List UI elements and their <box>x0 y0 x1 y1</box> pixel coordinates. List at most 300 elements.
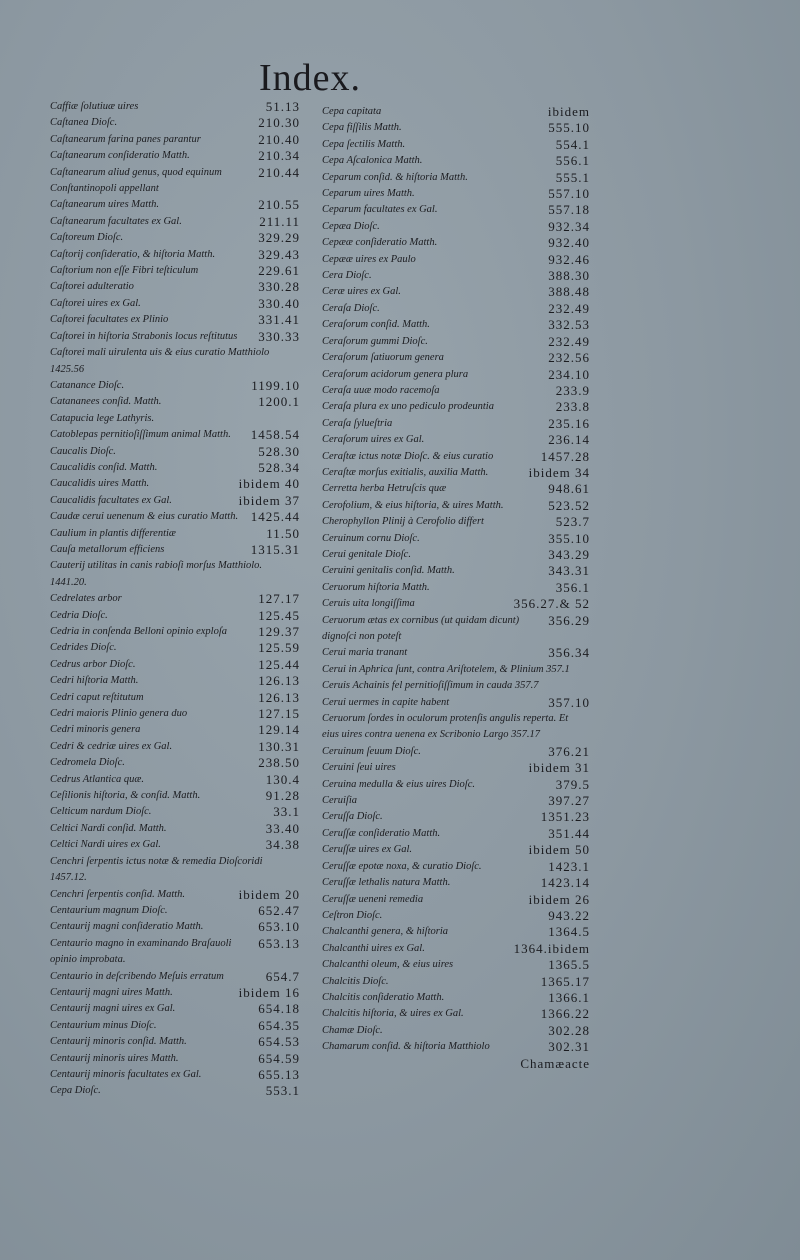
index-entry <box>322 1056 590 1072</box>
index-entry <box>50 230 300 246</box>
entry-term: Ceruſſæ ueneni remedia <box>322 893 424 905</box>
index-entry <box>50 1051 300 1067</box>
index-entry <box>322 744 590 760</box>
entry-page-ref: 356.34 <box>548 645 590 661</box>
entry-page-ref: 1364.ibidem <box>513 940 590 956</box>
index-entry <box>50 148 300 164</box>
index-entry <box>50 296 300 312</box>
entry-term: Cherophyllon Plinij à Cerofolio differt <box>322 516 484 528</box>
entry-term: Catapucia lege Lathyris. <box>50 412 155 424</box>
entry-page-ref: 210.55 <box>258 197 300 213</box>
entry-term: Ceparum facultates ex Gal. <box>322 204 438 216</box>
entry-page-ref: ibidem 31 <box>528 760 590 776</box>
entry-page-ref: 331.41 <box>258 312 300 328</box>
entry-page-ref: 235.16 <box>548 415 590 431</box>
index-entry <box>50 263 300 279</box>
entry-term: Celticum nardum Dioſc. <box>50 806 152 818</box>
index-entry <box>50 804 300 820</box>
entry-term: Centaurium minus Dioſc. <box>50 1019 157 1031</box>
index-entry <box>50 657 300 673</box>
entry-page-ref: 343.31 <box>548 563 590 579</box>
index-entry <box>322 252 590 268</box>
entry-page-ref: 34.38 <box>265 837 300 853</box>
entry-term: Caudæ cerui uenenum & eius curatio Matth. <box>50 511 239 523</box>
entry-term: Catoblepas pernitioſiſſimum animal Matth. <box>50 429 231 441</box>
entry-term: Ceruſſæ lethalis natura Matth. <box>322 877 451 889</box>
index-entry <box>322 793 590 809</box>
entry-page-ref: 654.53 <box>258 1034 300 1050</box>
entry-term: Ceruſſæ uires ex Gal. <box>322 844 413 856</box>
entry-page-ref: ibidem 16 <box>238 984 300 1000</box>
index-entry <box>50 591 300 607</box>
entry-page-ref: 528.34 <box>258 459 300 475</box>
entry-page-ref: 1199.10 <box>251 377 300 393</box>
entry-page-ref: 655.13 <box>258 1066 300 1082</box>
entry-page-ref: 379.5 <box>555 776 590 792</box>
index-entry <box>322 941 590 957</box>
entry-page-ref: 130.4 <box>265 771 300 787</box>
entry-page-ref: 126.13 <box>258 689 300 705</box>
index-entry <box>50 444 300 460</box>
entry-term: Caſtorei facultates ex Plinio <box>50 314 169 326</box>
index-entry <box>50 526 300 542</box>
entry-term: Caſtorei mali uirulenta uis & eius curatio Matthiolo 1425.56 <box>50 347 270 375</box>
entry-term: Caffiæ ſolutiuæ uires <box>50 101 139 112</box>
entry-page-ref: 11.50 <box>266 525 300 541</box>
entry-term: Ceraſorum ſatiuorum genera <box>322 352 444 364</box>
entry-page-ref: 356.27.& 52 <box>513 596 590 612</box>
entry-term: Chamæ Dioſc. <box>322 1024 383 1036</box>
entry-page-ref: 125.45 <box>258 607 300 623</box>
entry-page-ref: 1458.54 <box>250 427 300 443</box>
index-entry <box>322 809 590 825</box>
index-entry <box>322 924 590 940</box>
index-entry <box>50 279 300 295</box>
entry-page-ref: 1457.28 <box>540 448 590 464</box>
entry-term: Caſtanea Dioſc. <box>50 117 118 129</box>
index-entry <box>50 640 300 656</box>
index-entry <box>322 563 590 579</box>
index-entry <box>322 1023 590 1039</box>
entry-page-ref: 388.30 <box>548 268 590 284</box>
entry-term: Ceraſtæ ictus notæ Dioſc. & eius curatio <box>322 450 494 462</box>
index-entry <box>322 777 590 793</box>
index-entry <box>322 613 590 646</box>
entry-term: Cenchri ſerpentis conſid. Matth. <box>50 888 186 900</box>
index-entry <box>322 531 590 547</box>
entry-page-ref: 652.47 <box>258 902 300 918</box>
entry-term: Cerui genitale Dioſc. <box>322 548 411 560</box>
index-entry <box>50 312 300 328</box>
entry-page-ref: 33.1 <box>273 804 300 820</box>
entry-term: Ceraſorum uires ex Gal. <box>322 434 425 446</box>
entry-page-ref: 388.48 <box>548 284 590 300</box>
entry-page-ref: ibidem 40 <box>238 476 300 492</box>
index-entry <box>322 170 590 186</box>
index-entry <box>322 104 590 120</box>
entry-page-ref: 232.56 <box>548 350 590 366</box>
entry-term: Centaurio in deſcribendo Meſuis erratum <box>50 970 224 982</box>
entry-term: Cedrus arbor Dioſc. <box>50 658 136 670</box>
entry-term: Caulium in plantis differentiæ <box>50 527 176 539</box>
index-entry <box>322 875 590 891</box>
entry-page-ref: 126.13 <box>258 673 300 689</box>
entry-term: Ceruſſæ conſideratio Matth. <box>322 827 441 839</box>
entry-term: Chalcitis hiſtoria, & uires ex Gal. <box>322 1008 464 1020</box>
entry-term: Ceparum conſid. & hiſtoria Matth. <box>322 171 468 183</box>
index-entry <box>50 1034 300 1050</box>
index-entry <box>322 1039 590 1055</box>
entry-term: Caucalidis uires Matth. <box>50 478 150 490</box>
entry-page-ref: 236.14 <box>548 432 590 448</box>
entry-page-ref: 948.61 <box>548 481 590 497</box>
entry-page-ref: 356.1 <box>555 579 590 595</box>
entry-term: Ceruinum cornu Dioſc. <box>322 532 420 544</box>
index-entry <box>50 903 300 919</box>
index-entry <box>322 662 590 678</box>
entry-term: Cedria in conſenda Belloni opinio exploſa <box>50 626 228 637</box>
index-entry <box>50 247 300 263</box>
index-entry <box>50 821 300 837</box>
entry-page-ref: 51.13 <box>265 99 300 114</box>
entry-page-ref: 129.14 <box>258 722 300 738</box>
index-entry <box>322 514 590 530</box>
entry-term: Centaurij minoris uires Matth. <box>50 1052 179 1064</box>
index-entry <box>50 1083 300 1099</box>
entry-page-ref: 127.15 <box>258 706 300 722</box>
entry-page-ref: 653.13 <box>258 935 300 951</box>
entry-page-ref: 127.17 <box>258 591 300 607</box>
index-entry <box>322 137 590 153</box>
entry-page-ref: 654.7 <box>265 968 300 984</box>
entry-term: Centaurij magni conſideratio Matth. <box>50 921 204 933</box>
entry-page-ref: 556.1 <box>555 153 590 169</box>
entry-page-ref: 129.37 <box>258 624 300 639</box>
entry-page-ref: ibidem 26 <box>528 891 590 907</box>
index-entry <box>322 153 590 169</box>
entry-term: Ceraſorum acidorum genera plura <box>322 368 469 380</box>
entry-page-ref: 33.40 <box>265 820 300 836</box>
entry-page-ref: 654.35 <box>258 1017 300 1033</box>
index-entry <box>50 542 300 558</box>
entry-term: Cepa fiſſilis Matth. <box>322 122 402 134</box>
entry-page-ref: 653.10 <box>258 919 300 935</box>
entry-term: Caſtorij conſideratio, & hiſtoria Matth. <box>50 248 216 260</box>
index-entry <box>322 842 590 858</box>
index-entry <box>322 465 590 481</box>
index-entry <box>322 990 590 1006</box>
entry-page-ref: 1365.5 <box>548 957 590 973</box>
entry-term: Ceraſa ſylueſtria <box>322 417 393 429</box>
index-entry <box>322 268 590 284</box>
entry-term: Cedrus Atlantica quæ. <box>50 773 145 785</box>
index-column-right <box>322 104 590 1072</box>
entry-term: Chamarum conſid. & hiſtoria Matthiolo <box>322 1041 490 1053</box>
entry-page-ref: 1366.1 <box>548 989 590 1005</box>
index-entry <box>50 411 300 427</box>
entry-page-ref: 302.31 <box>548 1039 590 1055</box>
entry-page-ref: 943.22 <box>548 907 590 923</box>
entry-page-ref: 329.29 <box>258 230 300 246</box>
entry-term: Caſtanearum conſideratio Matth. <box>50 150 190 162</box>
index-entry <box>50 329 300 345</box>
index-entry <box>322 957 590 973</box>
entry-page-ref: 211.11 <box>259 213 300 229</box>
entry-term: Cepææ uires ex Paulo <box>322 253 416 265</box>
entry-term: Cedri caput reſtitutum <box>50 691 144 703</box>
entry-term: Ceruis uita longiſſima <box>322 598 415 610</box>
index-entry <box>322 416 590 432</box>
entry-term: Ceraſtæ morſus exitialis, auxilia Matth. <box>322 466 489 478</box>
entry-term: Chalcanthi genera, & hiſtoria <box>322 926 448 938</box>
index-entry <box>322 235 590 251</box>
index-entry <box>50 427 300 443</box>
entry-term: Caſtanearum facultates ex Gal. <box>50 215 182 227</box>
index-entry <box>50 394 300 410</box>
index-entry <box>322 547 590 563</box>
index-entry <box>322 350 590 366</box>
entry-term: Ceraſa uuæ modo racemoſa <box>322 384 440 396</box>
entry-term: Ceraſa Dioſc. <box>322 302 380 314</box>
index-entry <box>322 695 590 711</box>
index-entry <box>50 509 300 525</box>
entry-page-ref: ibidem 50 <box>528 842 590 858</box>
entry-term: Cepæa Dioſc. <box>322 220 380 232</box>
index-entry <box>322 645 590 661</box>
entry-term: Centaurij magni uires Matth. <box>50 986 173 998</box>
entry-term: Cerui uermes in capite habent <box>322 696 450 708</box>
index-entry <box>322 908 590 924</box>
entry-term: Cedrides Dioſc. <box>50 642 117 654</box>
entry-page-ref: 232.49 <box>548 300 590 316</box>
index-entry <box>50 985 300 1001</box>
index-entry <box>50 214 300 230</box>
index-entry <box>322 219 590 235</box>
entry-page-ref: 351.44 <box>548 825 590 841</box>
entry-term: Cedrelates arbor <box>50 593 122 605</box>
index-entry <box>50 887 300 903</box>
index-entry <box>50 772 300 788</box>
index-entry <box>50 854 300 887</box>
entry-page-ref: 932.46 <box>548 251 590 267</box>
index-entry <box>322 498 590 514</box>
index-entry <box>322 334 590 350</box>
index-entry <box>50 1018 300 1034</box>
entry-term: Centaurium magnum Dioſc. <box>50 904 168 916</box>
entry-page-ref: 229.61 <box>258 263 300 279</box>
entry-term: Cauſa metallorum efficiens <box>50 543 165 555</box>
index-entry <box>50 345 300 378</box>
entry-term: Catanance Dioſc. <box>50 379 125 391</box>
index-entry <box>50 165 300 198</box>
entry-term: Cedri hiſtoria Matth. <box>50 675 139 687</box>
entry-term: Ceraſa plura ex uno pediculo prodeuntia <box>322 401 494 413</box>
entry-term: Caſtoreum Dioſc. <box>50 232 124 244</box>
entry-page-ref: 523.7 <box>555 514 590 530</box>
index-entry <box>322 399 590 415</box>
index-entry <box>50 673 300 689</box>
entry-term: Chalcitis Dioſc. <box>322 975 389 987</box>
index-entry <box>50 788 300 804</box>
index-entry <box>50 1001 300 1017</box>
entry-page-ref: 356.29 <box>548 612 590 628</box>
index-entry <box>50 493 300 509</box>
entry-page-ref: 332.53 <box>548 317 590 333</box>
entry-page-ref: 233.9 <box>555 382 590 398</box>
index-entry <box>50 739 300 755</box>
index-entry <box>322 367 590 383</box>
entry-term: Ceſilionis hiſtoria, & conſid. Matth. <box>50 790 201 802</box>
entry-term: Centaurio magno in examinando Braſauoli opinio improbata. <box>50 937 232 966</box>
entry-page-ref: 210.34 <box>258 148 300 164</box>
entry-term: Cepa ſectilis Matth. <box>322 138 406 150</box>
entry-page-ref: 376.21 <box>548 743 590 759</box>
entry-term: Cerretta herba Hetruſcis quæ <box>322 483 447 495</box>
entry-page-ref: 1351.23 <box>540 809 590 825</box>
index-entry <box>50 722 300 738</box>
index-entry <box>322 859 590 875</box>
index-entry <box>50 1067 300 1083</box>
entry-page-ref: 654.18 <box>258 1001 300 1017</box>
entry-term: Ceruſſa Dioſc. <box>322 811 383 823</box>
entry-page-ref: 238.50 <box>258 755 300 771</box>
entry-page-ref: 1366.22 <box>540 1006 590 1022</box>
index-entry <box>322 826 590 842</box>
index-entry <box>322 383 590 399</box>
entry-page-ref: 330.33 <box>258 328 300 344</box>
entry-term: Ceruini genitalis conſid. Matth. <box>322 565 455 577</box>
entry-page-ref: 210.44 <box>258 164 300 180</box>
index-entry <box>322 449 590 465</box>
entry-page-ref: 555.10 <box>548 120 590 136</box>
entry-page-ref: 1423.1 <box>548 858 590 874</box>
entry-term: Cauterij utilitas in canis rabioſi morſus Matthiolo. 1441.20. <box>50 560 263 588</box>
entry-term: Ceruſſæ epotæ noxa, & curatio Dioſc. <box>322 860 482 872</box>
entry-page-ref: ibidem 37 <box>238 492 300 508</box>
entry-term: Cepa capitata <box>322 106 382 117</box>
entry-term: Ceraſorum gummi Dioſc. <box>322 335 428 347</box>
entry-page-ref: 232.49 <box>548 333 590 349</box>
entry-term: Centaurij minoris facultates ex Gal. <box>50 1068 202 1080</box>
entry-term: Cepææ conſideratio Matth. <box>322 237 438 249</box>
entry-term: Celtici Nardi uires ex Gal. <box>50 839 161 851</box>
index-entry <box>50 558 300 591</box>
index-entry <box>322 760 590 776</box>
entry-page-ref: 91.28 <box>265 788 300 804</box>
entry-term: Ceparum uires Matth. <box>322 188 415 200</box>
entry-term: Cedri & cedriæ uires ex Gal. <box>50 740 173 752</box>
entry-term: Caſtanearum uires Matth. <box>50 199 159 211</box>
index-entry <box>322 678 590 694</box>
entry-page-ref: 1423.14 <box>540 875 590 891</box>
entry-term: Cenchri ſerpentis ictus notæ & remedia Dioſcoridi 1457.12. <box>50 855 263 884</box>
entry-page-ref: 654.59 <box>258 1050 300 1066</box>
entry-term: Ceraſorum conſid. Matth. <box>322 319 430 331</box>
entry-page-ref: 553.1 <box>265 1083 300 1099</box>
entry-term: Chalcanthi uires ex Gal. <box>322 942 425 954</box>
entry-page-ref: ibidem 34 <box>528 464 590 480</box>
entry-page-ref: 1425.44 <box>250 509 300 525</box>
entry-term: Cedromela Dioſc. <box>50 757 125 769</box>
entry-page-ref: 125.59 <box>258 640 300 656</box>
entry-term: Caſtorei adulteratio <box>50 281 134 293</box>
entry-term: Caſtanearum aliud genus, quod equinum Conſtantinopoli appellant <box>50 166 222 195</box>
entry-term: Caucalidis facultates ex Gal. <box>50 494 172 506</box>
entry-term: Celtici Nardi conſid. Matth. <box>50 822 167 834</box>
entry-page-ref: 330.40 <box>258 295 300 311</box>
entry-term: Chalcanthi oleum, & eius uires <box>322 959 454 971</box>
index-entry <box>50 837 300 853</box>
index-entry <box>322 596 590 612</box>
entry-page-ref: Chamæacte <box>520 1055 590 1071</box>
entry-page-ref: ibidem <box>547 104 590 119</box>
entry-page-ref: 932.40 <box>548 235 590 251</box>
entry-term: Cerui in Aphrica ſunt, contra Ariſtotelem, & Plinium 357.1 <box>322 663 570 675</box>
index-entry <box>50 919 300 935</box>
entry-page-ref: 1200.1 <box>258 394 300 410</box>
index-entry <box>50 99 300 115</box>
entry-page-ref: 555.1 <box>555 169 590 185</box>
entry-page-ref: 210.30 <box>258 115 300 131</box>
entry-page-ref: 343.29 <box>548 546 590 562</box>
entry-page-ref: 557.10 <box>548 186 590 202</box>
entry-page-ref: 355.10 <box>548 530 590 546</box>
entry-term: Cedri maioris Plinio genera duo <box>50 708 188 720</box>
index-entry <box>50 706 300 722</box>
entry-term: Centaurij magni uires ex Gal. <box>50 1003 176 1015</box>
index-entry <box>50 936 300 969</box>
index-entry <box>322 1006 590 1022</box>
entry-term: Ceræ uires ex Gal. <box>322 286 401 298</box>
index-entry <box>322 301 590 317</box>
index-entry <box>50 608 300 624</box>
index-entry <box>322 202 590 218</box>
entry-term: Cedri minoris genera <box>50 724 141 736</box>
index-entry <box>322 481 590 497</box>
entry-term: Caſtorei uires ex Gal. <box>50 297 141 309</box>
index-entry <box>50 197 300 213</box>
entry-term: Catananees conſid. Matth. <box>50 396 162 408</box>
index-entry <box>322 580 590 596</box>
entry-term: Cepa Aſcalonica Matth. <box>322 155 423 167</box>
entry-page-ref: 523.52 <box>548 497 590 513</box>
index-column-left <box>50 99 300 1100</box>
index-entry <box>322 711 590 744</box>
index-entry <box>50 378 300 394</box>
entry-term: Cera Dioſc. <box>322 270 372 282</box>
entry-page-ref: 330.28 <box>258 279 300 295</box>
index-entry <box>322 186 590 202</box>
entry-page-ref: 528.30 <box>258 443 300 459</box>
index-entry <box>50 115 300 131</box>
entry-term: Ceſtron Dioſc. <box>322 909 383 921</box>
index-entry <box>322 432 590 448</box>
entry-term: Ceruini ſeui uires <box>322 762 396 774</box>
entry-page-ref: 210.40 <box>258 131 300 147</box>
entry-page-ref: 554.1 <box>555 136 590 152</box>
entry-term: Ceruinum ſeuum Dioſc. <box>322 745 421 757</box>
entry-term: Caſtanearum farina panes parantur <box>50 133 201 145</box>
page-title: Index. <box>258 57 362 99</box>
entry-page-ref: ibidem 20 <box>238 886 300 902</box>
index-entry <box>50 969 300 985</box>
index-entry <box>322 284 590 300</box>
entry-term: Ceruiſia <box>322 795 358 807</box>
entry-term: Cerui maria tranant <box>322 647 408 659</box>
entry-page-ref: 397.27 <box>548 793 590 809</box>
entry-term: Cerofolium, & eius hiſtoria, & uires Matth. <box>322 499 504 511</box>
index-entry <box>50 624 300 640</box>
